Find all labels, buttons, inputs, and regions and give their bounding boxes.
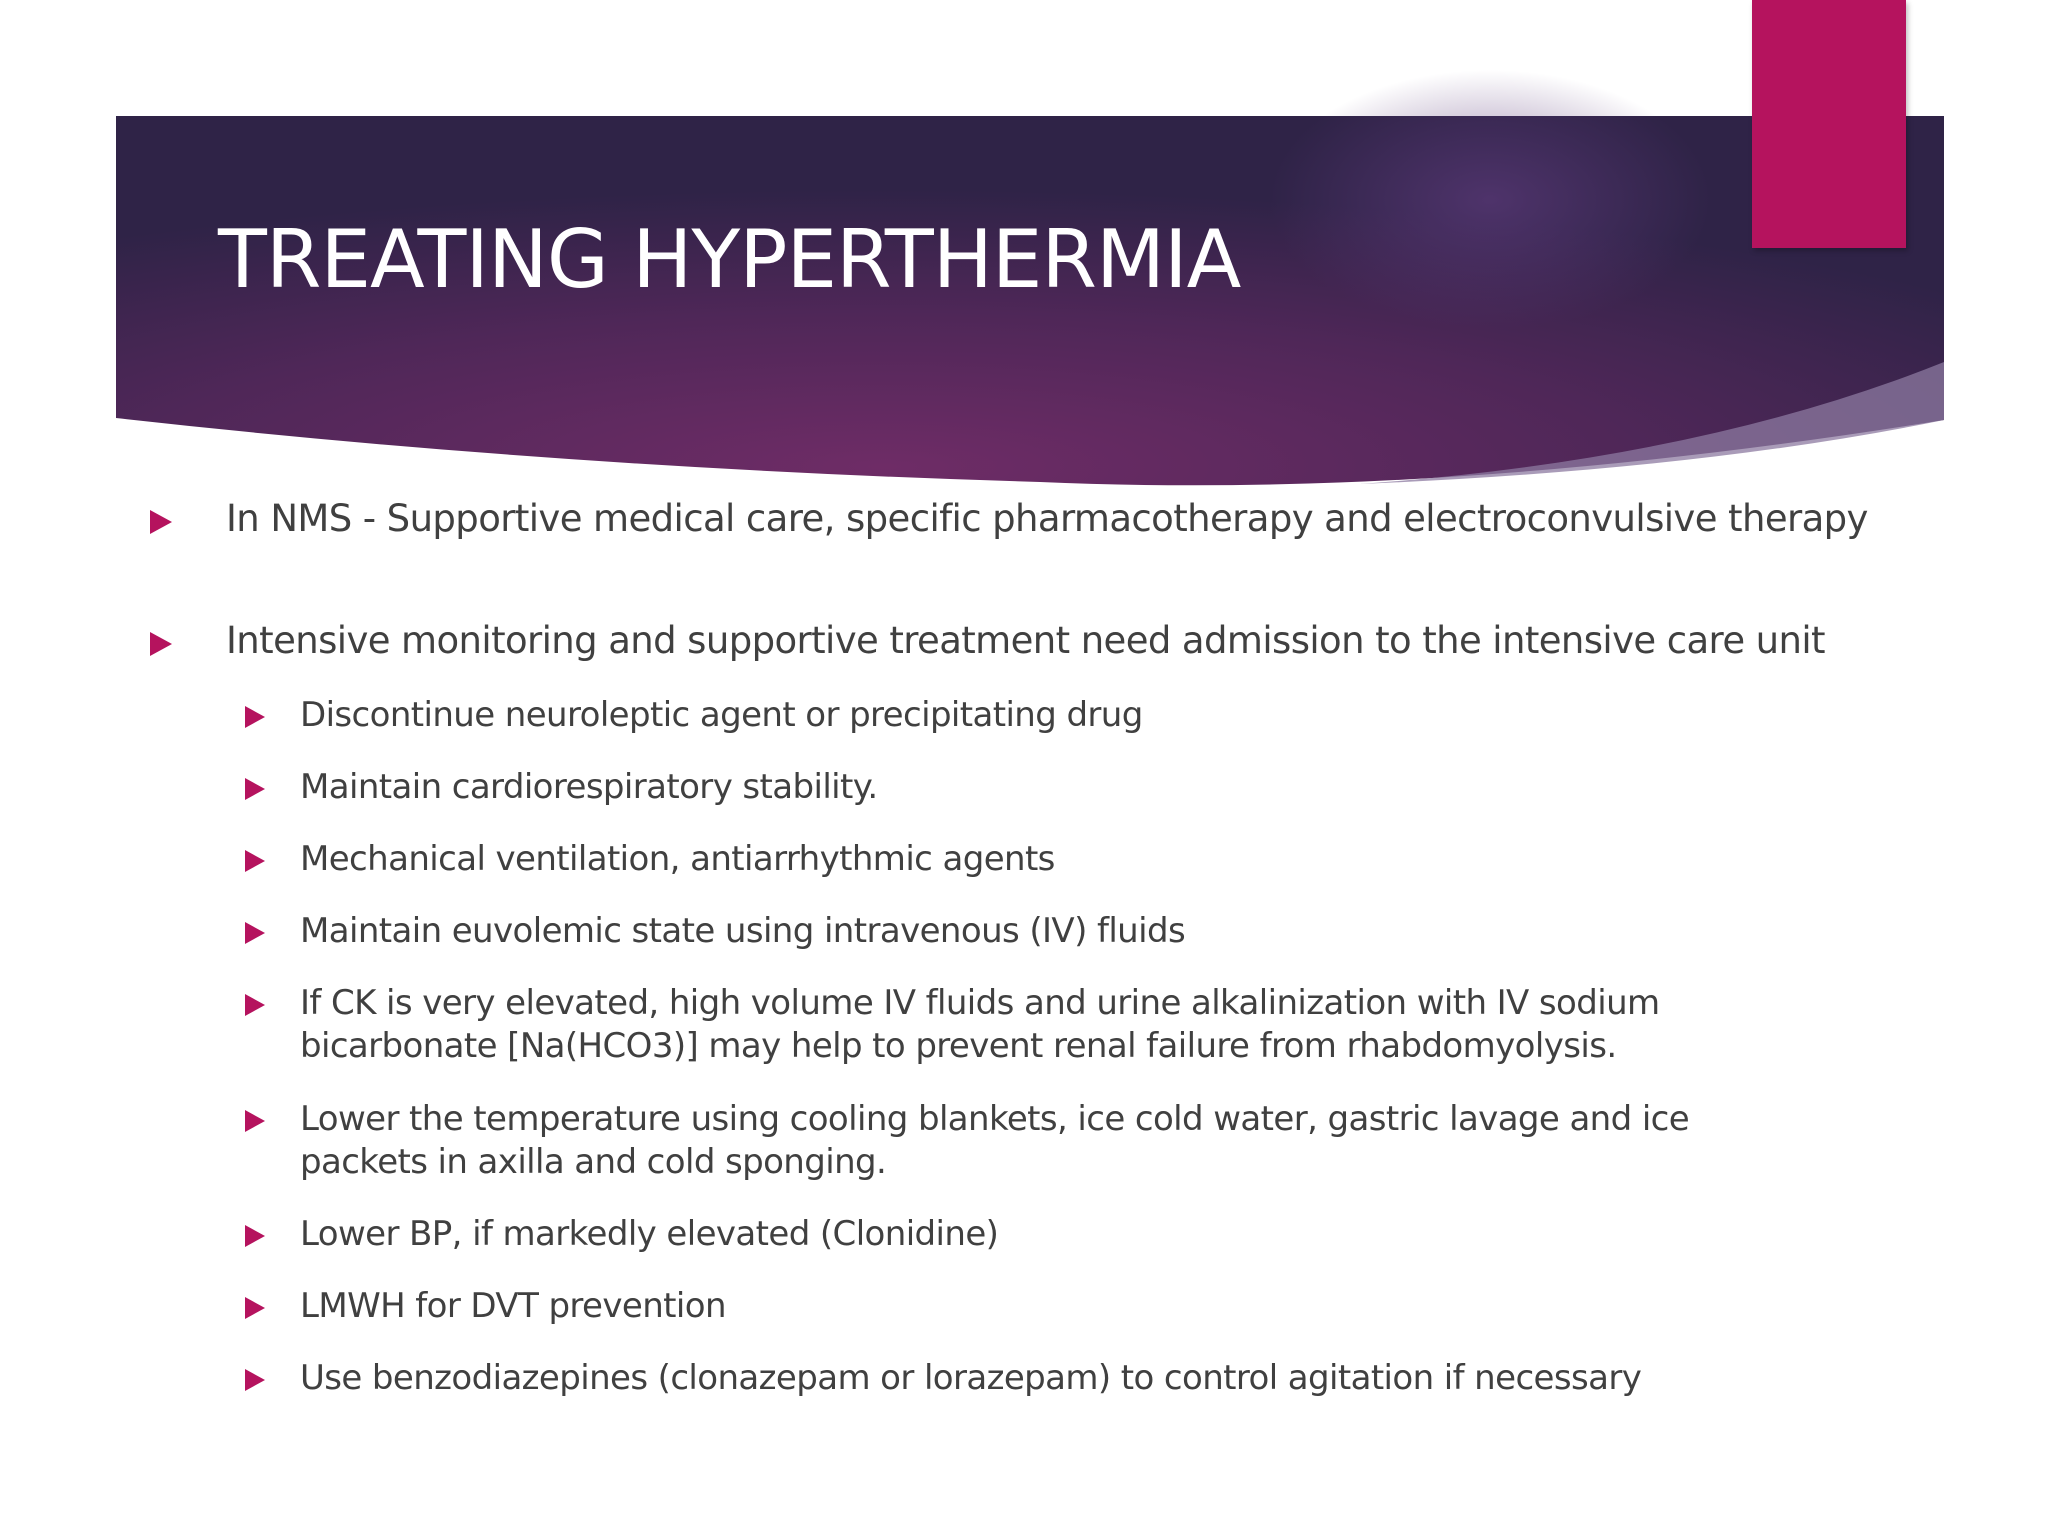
sub-bullet-item <box>245 1213 1905 1256</box>
bullet-text: LMWH for DVT prevention <box>300 1286 726 1326</box>
bullet-text: Use benzodiazepines (clonazepam or lorazepam) to control agitation if necessary <box>300 1358 1642 1398</box>
triangle-bullet-icon <box>150 632 172 656</box>
sub-bullet-item <box>245 1098 1805 1184</box>
sub-bullet-item <box>245 1285 1905 1328</box>
triangle-bullet-icon <box>245 1110 265 1132</box>
bullet-text: Discontinue neuroleptic agent or precipitating drug <box>300 695 1143 735</box>
triangle-bullet-icon <box>245 706 265 728</box>
triangle-bullet-icon <box>245 1297 265 1319</box>
triangle-bullet-icon <box>245 1369 265 1391</box>
triangle-bullet-icon <box>245 850 265 872</box>
sub-bullet-item <box>245 1357 1945 1400</box>
bullet-text: Lower the temperature using cooling blankets, ice cold water, gastric lavage and ice packets in axilla and cold sponging. <box>300 1099 1690 1182</box>
triangle-bullet-icon <box>245 922 265 944</box>
bullet-text: In NMS - Supportive medical care, specific pharmacotherapy and electroconvulsive therapy <box>226 497 1868 540</box>
bullet-text: Intensive monitoring and supportive treatment need admission to the intensive care unit <box>226 619 1825 662</box>
triangle-bullet-icon <box>245 778 265 800</box>
sub-bullet-item <box>245 694 1905 737</box>
triangle-bullet-icon <box>150 510 172 534</box>
bullet-text: Lower BP, if markedly elevated (Clonidine) <box>300 1214 999 1254</box>
triangle-bullet-icon <box>245 1225 265 1247</box>
sub-bullet-item <box>245 982 1805 1068</box>
bullet-text: Maintain euvolemic state using intravenous (IV) fluids <box>300 911 1186 951</box>
bullet-text: If CK is very elevated, high volume IV fluids and urine alkalinization with IV sodium bicarbonate [Na(HCO3)] may help to prevent renal failure from rhabdomyolysis. <box>300 983 1660 1066</box>
bullet-item <box>150 618 1970 663</box>
triangle-bullet-icon <box>245 994 265 1016</box>
sub-bullet-item <box>245 910 1905 953</box>
sub-bullet-item <box>245 766 1905 809</box>
sub-bullet-item <box>245 838 1905 881</box>
slide-title: TREATING HYPERTHERMIA <box>218 213 1241 306</box>
bullet-text: Mechanical ventilation, antiarrhythmic agents <box>300 839 1055 879</box>
bullet-item <box>150 496 1930 541</box>
bullet-text: Maintain cardiorespiratory stability. <box>300 767 878 807</box>
